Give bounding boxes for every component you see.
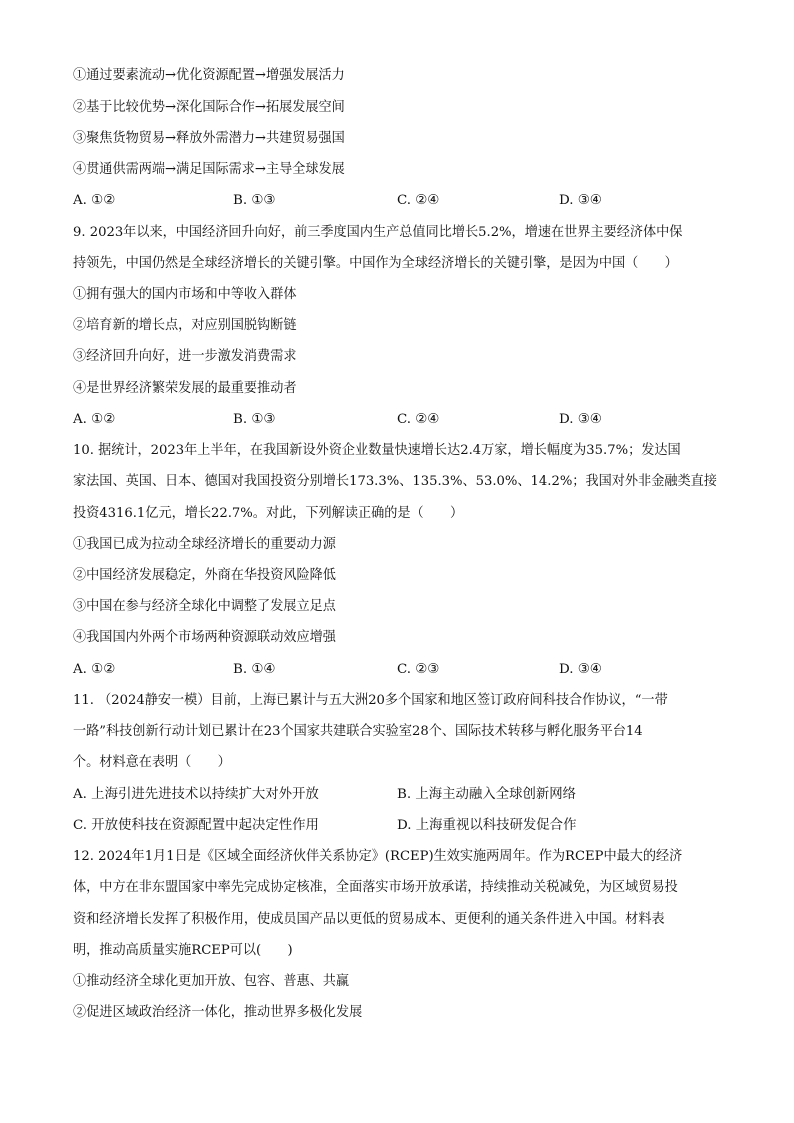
q10-item-3: ③中国在参与经济全球化中调整了发展立足点	[73, 599, 336, 614]
q12-stem-line-4: 明，推动高质量实施RCEP可以( )	[73, 943, 293, 958]
q8-item-1: ①通过要素流动→优化资源配置→增强发展活力	[73, 68, 345, 83]
q11-stem-line-3: 个。材料意在表明（ ）	[73, 755, 231, 770]
q12-item-2: ②促进区域政治经济一体化，推动世界多极化发展	[73, 1005, 363, 1020]
q8-option-a: A. ①②	[73, 193, 116, 208]
q8-item-2: ②基于比较优势→深化国际合作→拓展发展空间	[73, 100, 345, 115]
q11-option-b: B. 上海主动融入全球创新网络	[397, 787, 577, 802]
q9-option-c: C. ②④	[397, 412, 440, 427]
q12-stem-line-2: 体，中方在非东盟国家中率先完成协定核准，全面落实市场开放承诺，持续推动关税减免，为区域贸易投	[73, 880, 678, 895]
q10-item-1: ①我国已成为拉动全球经济增长的重要动力源	[73, 537, 336, 552]
q9-item-2: ②培育新的增长点，对应别国脱钩断链	[73, 318, 297, 333]
q10-item-4: ④我国国内外两个市场两种资源联动效应增强	[73, 630, 336, 645]
q10-item-2: ②中国经济发展稳定，外商在华投资风险降低	[73, 568, 336, 583]
q10-option-b: B. ①④	[233, 662, 276, 677]
q10-stem-line-1: 10. 据统计，2023年上半年，在我国新设外资企业数量快速增长达2.4万家，增长幅度为35.7%；发达国	[73, 443, 681, 458]
q8-option-d: D. ③④	[559, 193, 602, 208]
q8-option-c: C. ②④	[397, 193, 440, 208]
q8-item-4: ④贯通供需两端→满足国际需求→主导全球发展	[73, 162, 345, 177]
q11-stem-line-1: 11. （2024静安一模）目前，上海已累计与五大洲20多个国家和地区签订政府间科技合作协议，“一带	[73, 693, 668, 708]
q9-stem-line-2: 持领先，中国仍然是全球经济增长的关键引擎。中国作为全球经济增长的关键引擎，是因为中国（ ）	[73, 256, 678, 271]
q9-item-3: ③经济回升向好，进一步激发消费需求	[73, 349, 297, 364]
q10-stem-line-3: 投资4316.1亿元，增长22.7%。对此，下列解读正确的是（ ）	[73, 506, 464, 521]
q11-option-c: C. 开放使科技在资源配置中起决定性作用	[73, 818, 319, 833]
q8-option-b: B. ①③	[233, 193, 276, 208]
q10-option-a: A. ①②	[73, 662, 116, 677]
q10-option-d: D. ③④	[559, 662, 602, 677]
q12-stem-line-1: 12. 2024年1月1日是《区域全面经济伙伴关系协定》(RCEP)生效实施两周年。作为RCEP中最大的经济	[73, 849, 683, 864]
q9-item-4: ④是世界经济繁荣发展的最重要推动者	[73, 381, 297, 396]
q12-stem-line-3: 资和经济增长发挥了积极作用，使成员国产品以更低的贸易成本、更便利的通关条件进入中国。材料表	[73, 912, 665, 927]
q8-item-3: ③聚焦货物贸易→释放外需潜力→共建贸易强国	[73, 131, 345, 146]
q9-option-a: A. ①②	[73, 412, 116, 427]
q9-stem-line-1: 9. 2023年以来，中国经济回升向好，前三季度国内生产总值同比增长5.2%，增速在世界主要经济体中保	[73, 225, 683, 240]
q12-item-1: ①推动经济全球化更加开放、包容、普惠、共赢	[73, 974, 350, 989]
q9-option-b: B. ①③	[233, 412, 276, 427]
q11-option-d: D. 上海重视以科技研发促合作	[397, 818, 577, 833]
q9-item-1: ①拥有强大的国内市场和中等收入群体	[73, 287, 297, 302]
q10-stem-line-2: 家法国、英国、日本、德国对我国投资分别增长173.3%、135.3%、53.0%、14.2%；我国对外非金融类直接	[73, 474, 717, 489]
q11-stem-line-2: 一路”科技创新行动计划已累计在23个国家共建联合实验室28个、国际技术转移与孵化服务平台14	[73, 724, 643, 739]
q11-option-a: A. 上海引进先进技术以持续扩大对外开放	[73, 787, 319, 802]
q9-option-d: D. ③④	[559, 412, 602, 427]
q10-option-c: C. ②③	[397, 662, 440, 677]
